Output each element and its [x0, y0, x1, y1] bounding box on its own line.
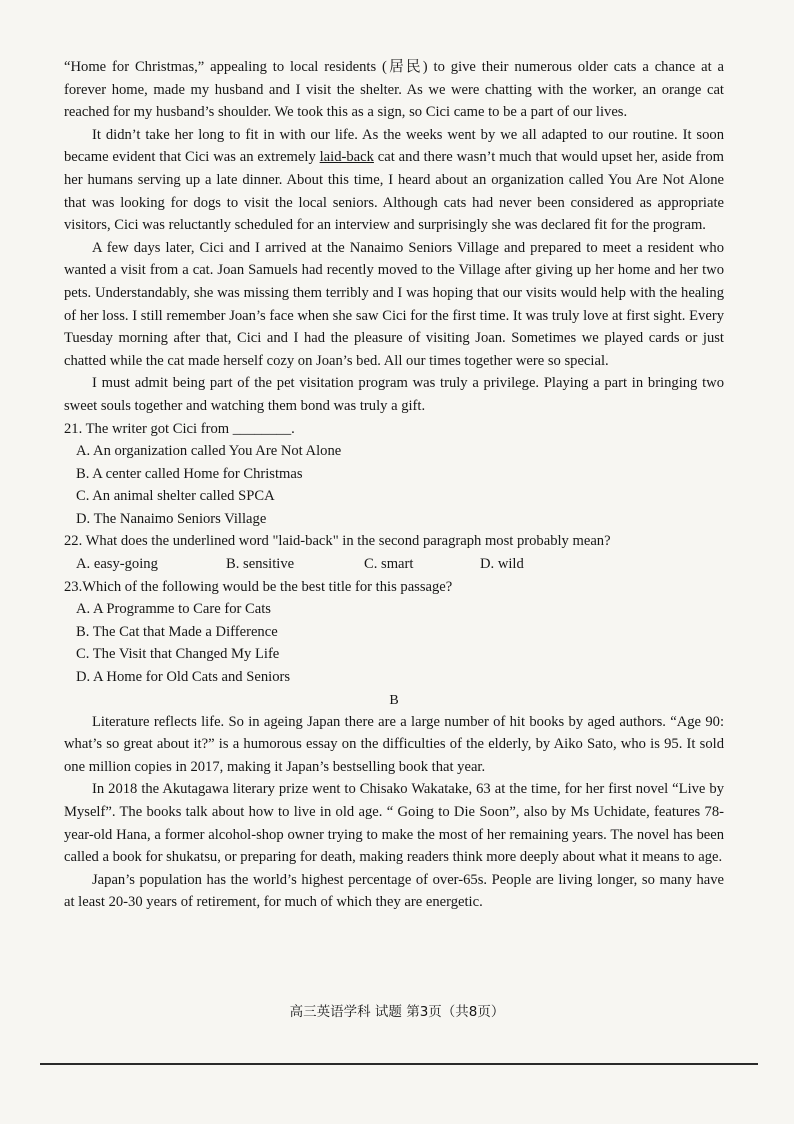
section-b-paragraph-1: Literature reflects life. So in ageing Japan there are a large number of hit books by aged authors. “Age 90: what’s so great about it?” is a humorous essay on the difficulties of the elderly, by Aiko Sato, who is 95. It sold one million copies in 2017, making it Japan’s bestselling book that year. [64, 713, 724, 775]
question-21 [64, 418, 724, 531]
option-c: C. The Visit that Changed My Life [76, 646, 280, 663]
question-22 [64, 530, 724, 575]
question-stem: 22. What does the underlined word "laid-back" in the second paragraph most probably mean? [64, 533, 611, 550]
question-23 [64, 576, 724, 689]
question-stem: 23.Which of the following would be the best title for this passage? [64, 578, 453, 595]
passage-paragraph-3: A few days later, Cici and I arrived at the Nanaimo Seniors Village and prepared to meet a resident who wanted a visit from a cat. Joan Samuels had recently moved to the Village after giving up her home and her two pets. Understandably, she was missing them terribly and I was hoping that our visits would help with the healing of her loss. I still remember Joan’s face when she saw Cici for the first time. It was truly love at first sight. Every Tuesday morning after that, Cici and I had the pleasure of visiting Joan. Sometimes we played cards or just chatted while the cat made herself cozy on Joan’s bed. All our times together were so special. [64, 239, 724, 369]
option-c: C. An animal shelter called SPCA [76, 488, 275, 505]
option-b: B. sensitive [226, 556, 295, 573]
option-b: B. The Cat that Made a Difference [76, 623, 278, 640]
passage-paragraph-4: I must admit being part of the pet visitation program was truly a privilege. Playing a part in bringing two sweet souls together and watching them bond was truly a gift. [64, 375, 724, 414]
option-a: A. easy-going [76, 556, 158, 573]
question-stem: 21. The writer got Cici from ________. [64, 420, 295, 437]
option-c: C. smart [364, 556, 414, 573]
page-footer: 高三英语学科 试题 第3页（共8页） [289, 1004, 505, 1020]
section-label: B [389, 692, 399, 708]
section-b-paragraph-3: Japan’s population has the world’s highest percentage of over-65s. People are living longer, so many have at least 20-30 years of retirement, for much of which they are energetic. [64, 871, 724, 911]
option-d: D. A Home for Old Cats and Seniors [76, 669, 291, 686]
underlined-word: laid-back [319, 149, 374, 166]
passage-paragraph-2 [64, 124, 724, 237]
option-d: D. The Nanaimo Seniors Village [76, 510, 267, 527]
section-b-paragraph-2: In 2018 the Akutagawa literary prize went to Chisako Wakatake, 63 at the time, for her first novel “Live by Myself”. The books talk about how to live in old age. “ Going to Die Soon”, also by Ms Uchidate, features 78-year-old Hana, a former alcohol-shop owner trying to make the most of her remaining years. The novel has been called a book for shukatsu, or preparing for death, making readers think more deeply about what it means to age. [64, 781, 724, 866]
passage-paragraph-1: “Home for Christmas,” appealing to local residents (居民) to give their numerous older cats a chance at a forever home, made my husband and I visit the shelter. As we were chatting with the worker, an orange cat reached for my husband’s shoulder. We took this as a sign, so Cici came to be a part of our lives. [64, 59, 724, 121]
option-b: B. A center called Home for Christmas [76, 465, 303, 482]
paragraph-2-text-b: cat and there wasn’t much that would upset her, aside from her humans serving up a late dinner. About this time, I heard about an organization called You Are Not Alone that was looking for dogs to visit the local seniors. Although cats had never been considered as appropriate visitors, Cici was reluctantly scheduled for an interview and surprisingly she was declared fit for the program. [64, 149, 725, 234]
options-row [76, 553, 724, 576]
exam-page [64, 56, 724, 914]
option-d: D. wild [480, 556, 524, 573]
paragraph-2-text-a: It didn’t take her long to fit in with our life. As the weeks went by we all adapted to our routine. It soon became evident that Cici was an extremely [64, 126, 724, 166]
option-a: A. A Programme to Care for Cats [76, 601, 271, 618]
option-a: A. An organization called You Are Not Alone [76, 443, 342, 460]
footer-divider [40, 1063, 758, 1065]
